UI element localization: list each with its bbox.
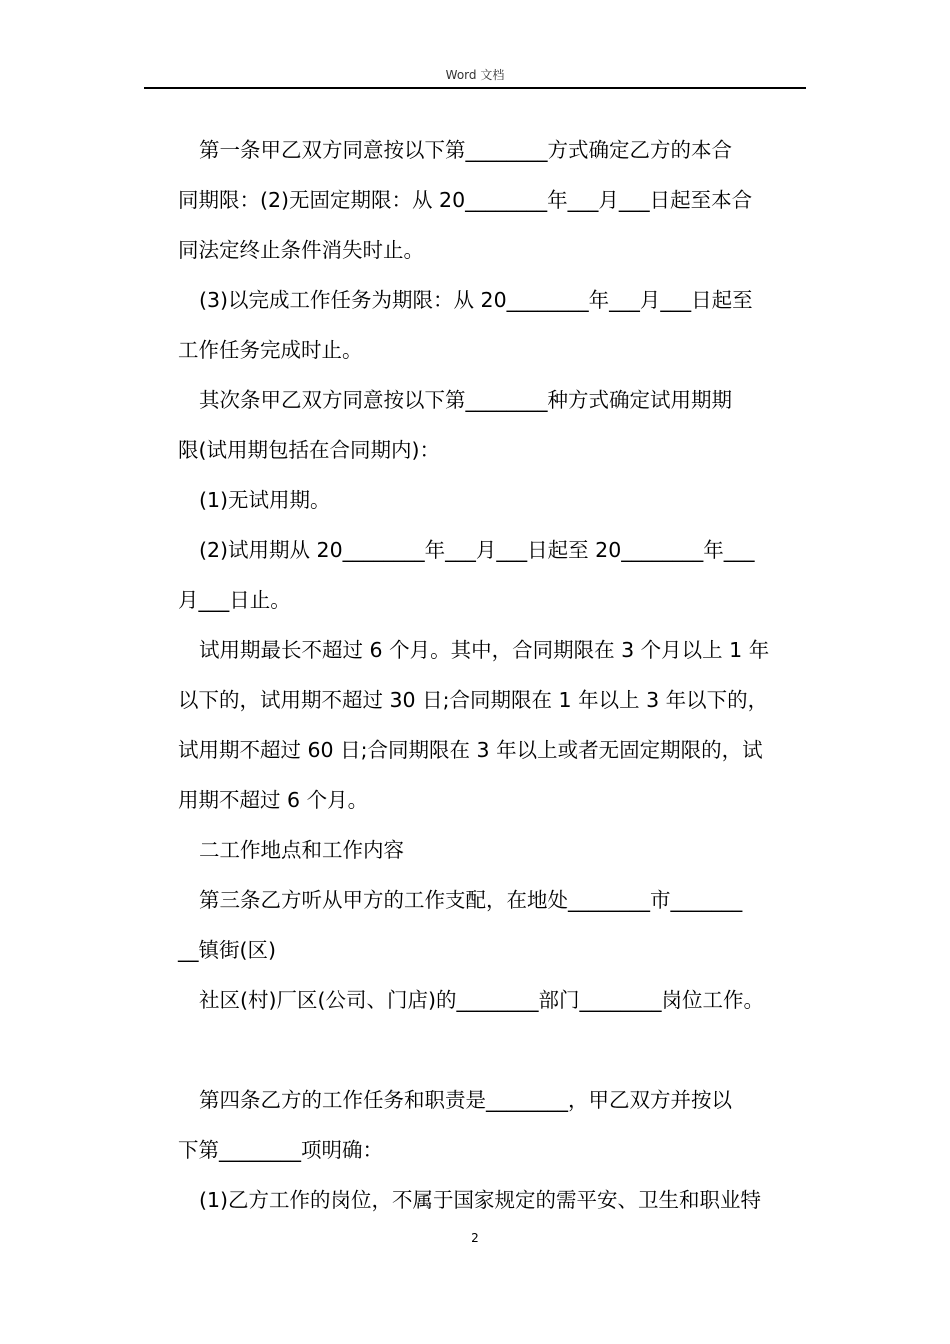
- paragraph-line: (1)无试用期。: [199, 488, 331, 512]
- paragraph-line: 社区(村)厂区(公司、门店)的________部门________岗位工作。: [199, 988, 764, 1012]
- header-divider: [144, 87, 806, 89]
- paragraph-line: 工作任务完成时止。: [178, 338, 363, 362]
- paragraph-line: (1)乙方工作的岗位，不属于国家规定的需平安、卫生和职业特: [199, 1188, 762, 1212]
- document-body: [178, 125, 828, 1225]
- paragraph-line: 第一条甲乙双方同意按以下第________方式确定乙方的本合: [199, 138, 732, 162]
- paragraph-line: __镇街(区): [178, 938, 276, 962]
- paragraph-line: 月___日止。: [178, 588, 291, 612]
- paragraph-line: 同期限：(2)无固定期限：从 20________年___月___日起至本合: [178, 188, 753, 212]
- paragraph-line: 其次条甲乙双方同意按以下第________种方式确定试用期期: [199, 388, 732, 412]
- document-header-title: Word 文档: [445, 68, 505, 82]
- paragraph-line: 同法定终止条件消失时止。: [178, 238, 424, 262]
- paragraph-line: 试用期最长不超过 6 个月。其中，合同期限在 3 个月以上 1 年: [199, 638, 770, 662]
- page-number: 2: [471, 1231, 479, 1245]
- paragraph-line: 用期不超过 6 个月。: [178, 788, 369, 812]
- paragraph-line: (3)以完成工作任务为期限：从 20________年___月___日起至: [199, 288, 753, 312]
- paragraph-line: 限(试用期包括在合同期内)：: [178, 438, 440, 462]
- paragraph-line: 第三条乙方听从甲方的工作支配，在地处________市_______: [199, 888, 743, 912]
- paragraph-line: 试用期不超过 60 日;合同期限在 3 年以上或者无固定期限的，试: [178, 738, 763, 762]
- paragraph-line: 下第________项明确：: [178, 1138, 383, 1162]
- section-heading: 二工作地点和工作内容: [199, 838, 404, 862]
- paragraph-line: 第四条乙方的工作任务和职责是________，甲乙双方并按以: [199, 1088, 732, 1112]
- paragraph-line: 以下的，试用期不超过 30 日;合同期限在 1 年以上 3 年以下的，: [178, 688, 769, 712]
- blank-line: [178, 1025, 828, 1075]
- paragraph-line: (2)试用期从 20________年___月___日起至 20________年___: [199, 538, 755, 562]
